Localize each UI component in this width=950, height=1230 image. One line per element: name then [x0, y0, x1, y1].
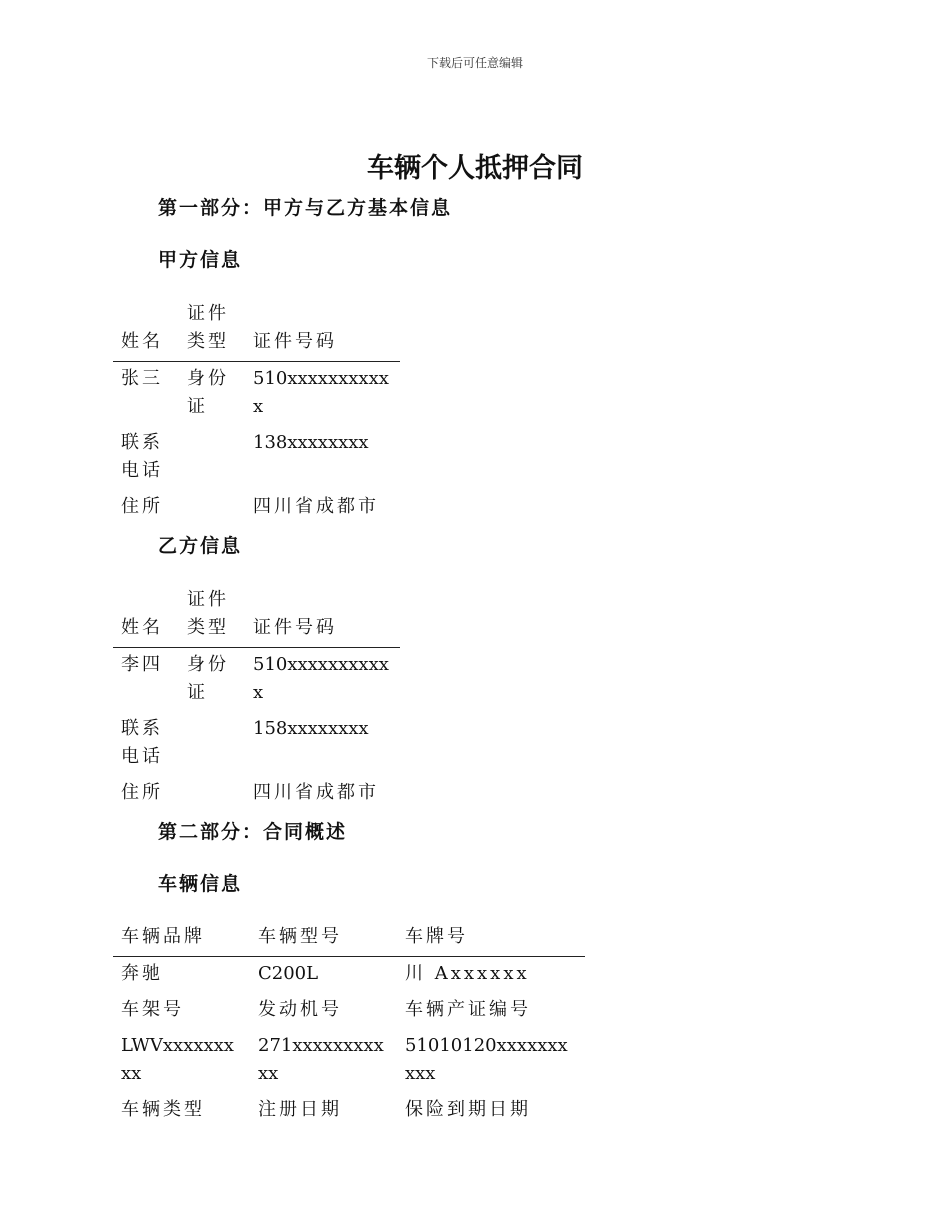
table-row	[113, 426, 400, 490]
column-header: 姓名	[113, 583, 179, 648]
column-header: 证件号码	[245, 583, 400, 648]
table-cell: 奔驰	[121, 963, 163, 984]
vehicle-table	[113, 920, 585, 1129]
table-row	[113, 648, 400, 713]
table-cell: C200L	[258, 963, 319, 984]
party-b-table	[113, 583, 400, 812]
party-a-table	[113, 297, 400, 526]
table-row	[113, 993, 585, 1029]
table-row	[113, 1029, 585, 1093]
table-cell: 158xxxxxxxx	[253, 718, 369, 739]
table-cell: 271xxxxxxxxxxx	[258, 1035, 384, 1084]
column-header: 证件类型	[179, 583, 245, 648]
column-header: 车辆品牌	[113, 920, 250, 957]
party-b-heading: 乙方信息	[158, 535, 243, 557]
table-cell	[179, 776, 245, 812]
table-row	[113, 712, 400, 776]
table-cell: 联系电话	[121, 432, 163, 481]
part2-heading: 第二部分：合同概述	[158, 821, 348, 843]
table-cell: 51010120xxxxxxxxxx	[405, 1035, 568, 1084]
column-header: 证件号码	[245, 297, 400, 362]
table-header-row	[113, 297, 400, 362]
header-note: 下载后可任意编辑	[426, 56, 523, 70]
table-row	[113, 490, 400, 526]
table-cell: 李四	[121, 654, 163, 675]
table-row	[113, 957, 585, 994]
table-cell: 注册日期	[258, 1099, 342, 1120]
table-cell: 张三	[121, 368, 163, 389]
column-header: 车牌号	[397, 920, 585, 957]
table-row	[113, 776, 400, 812]
column-header: 姓名	[113, 297, 179, 362]
table-cell: 住所	[121, 782, 163, 803]
table-cell: 车辆产证编号	[405, 999, 531, 1020]
table-row	[113, 1093, 585, 1129]
table-cell: 车辆类型	[121, 1099, 205, 1120]
document-title: 车辆个人抵押合同	[367, 153, 583, 184]
table-cell: LWVxxxxxxxxx	[121, 1035, 234, 1084]
column-header: 证件类型	[179, 297, 245, 362]
table-cell: 510xxxxxxxxxxx	[253, 654, 389, 703]
table-cell: 138xxxxxxxx	[253, 432, 369, 453]
table-cell: 住所	[121, 496, 163, 517]
part1-heading: 第一部分：甲方与乙方基本信息	[158, 197, 453, 219]
table-cell: 四川省成都市	[253, 496, 379, 517]
party-a-heading: 甲方信息	[158, 249, 243, 271]
table-header-row	[113, 920, 585, 957]
table-cell: 510xxxxxxxxxxx	[253, 368, 389, 417]
table-cell: 发动机号	[258, 999, 342, 1020]
table-row	[113, 362, 400, 427]
table-cell	[179, 426, 245, 490]
vehicle-heading: 车辆信息	[158, 873, 243, 895]
table-cell: 身份证	[187, 368, 229, 417]
table-cell: 身份证	[187, 654, 229, 703]
table-cell: 保险到期日期	[405, 1099, 531, 1120]
table-cell: 四川省成都市	[253, 782, 379, 803]
table-header-row	[113, 583, 400, 648]
table-cell: 联系电话	[121, 718, 163, 767]
table-cell	[179, 490, 245, 526]
table-cell: 车架号	[121, 999, 184, 1020]
table-cell	[179, 712, 245, 776]
table-cell: 川 Axxxxxx	[405, 963, 530, 984]
column-header: 车辆型号	[250, 920, 397, 957]
